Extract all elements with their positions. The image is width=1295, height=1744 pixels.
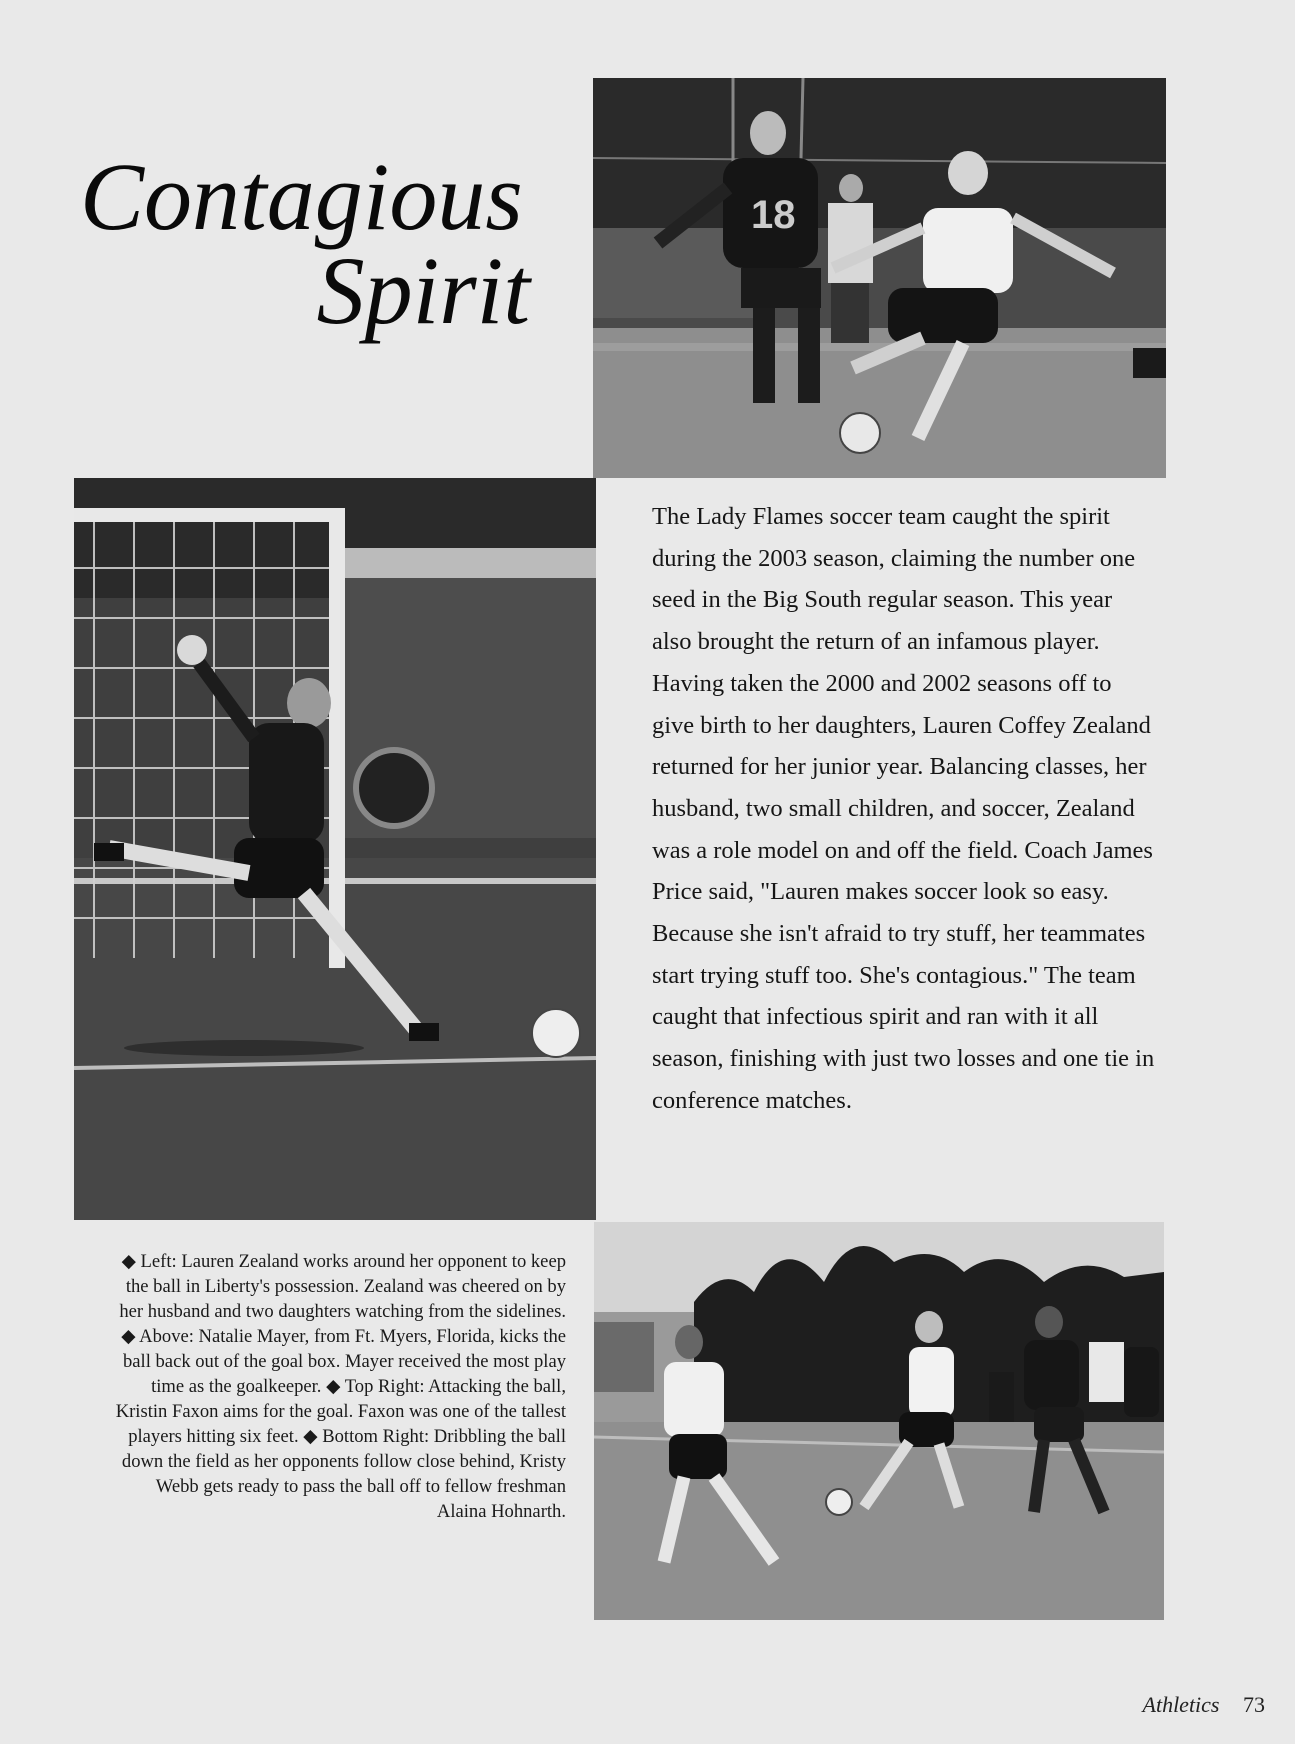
photo-bottom-right-dribbling [594,1222,1164,1620]
photo-left-goalkeeper [74,478,596,1220]
title-line-2: Spirit [316,237,530,345]
photo-bottom-right-image [594,1222,1164,1620]
footer-section: Athletics [1142,1692,1220,1717]
photo-top-right-attacking [593,78,1166,478]
page-footer [1143,1692,1265,1718]
article-body: The Lady Flames soccer team caught the spirit during the 2003 season, claiming the number one seed in the Big South regular season. This year also brought the return of an infamous player. Having taken the 2000 and 2002 seasons off to give birth to her daughters, Lauren Coffey Zealand returned for her junior year. Balancing classes, her husband, two small children, and soccer, Zealand was a role model on and off the field. Coach James Price said, "Lauren makes soccer look so easy. Because she isn't afraid to try stuff, her teammates start trying stuff too. She's contagious." The team caught that infectious spirit and ran with it all season, finishing with just two losses and one tie in conference matches. [652,503,1155,1114]
photo-top-right-image [593,78,1166,478]
photo-captions: ◆ Left: Lauren Zealand works around her opponent to keep the ball in Liberty's possession. Zealand was cheered on by her husband and two daughters watching from the sidelines. ◆ Above: Natalie Mayer, from Ft. Myers, Florida, kicks the ball back out of the goal box. Mayer received the most play time as the goalkeeper. ◆ Top Right: Attacking the ball, Kristin Faxon aims for the goal. Faxon was one of the tallest players hitting six feet. ◆ Bottom Right: Dribbling the ball down the field as her opponents follow close behind, Kristy Webb gets ready to pass the ball off to fellow freshman Alaina Hohnarth. [115,1251,566,1522]
page-title [60,143,530,345]
jersey-number: 18 [751,193,796,237]
page-number: 73 [1243,1692,1265,1717]
title-line-1: Contagious [80,143,523,250]
photo-left-image [74,478,596,1220]
